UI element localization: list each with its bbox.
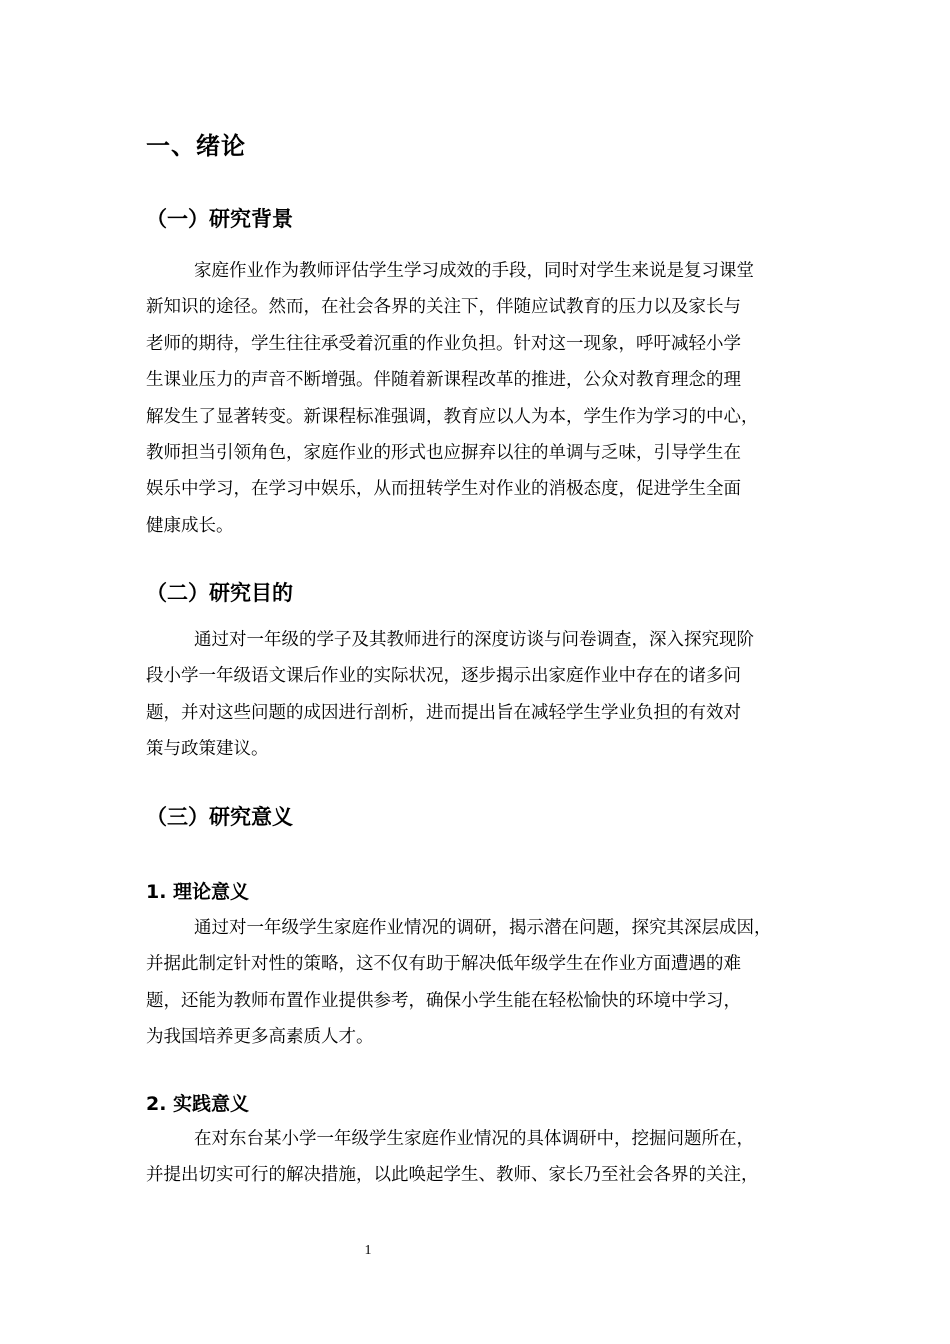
text-line: 老师的期待，学生往往承受着沉重的作业负担。针对这一现象，呼吁减轻小学 — [146, 333, 741, 354]
subsection-heading-theory: 1. 理论意义 — [146, 881, 250, 903]
text-line: 健康成长。 — [146, 515, 234, 536]
text-line: 题，还能为教师布置作业提供参考，确保小学生能在轻松愉快的环境中学习， — [146, 990, 741, 1011]
text-line: 策与政策建议。 — [146, 739, 269, 760]
text-line: 教师担当引领角色，家庭作业的形式也应摒弃以往的单调与乏味，引导学生在 — [146, 442, 741, 463]
text-line: 为我国培养更多高素质人才。 — [146, 1027, 374, 1048]
text-line: 段小学一年级语文课后作业的实际状况，逐步揭示出家庭作业中存在的诸多问 — [146, 666, 741, 687]
section-heading-purpose: （二）研究目的 — [146, 581, 293, 605]
text-line: 题，并对这些问题的成因进行剖析，进而提出旨在减轻学生学业负担的有效对 — [146, 702, 741, 723]
text-line: 家庭作业作为教师评估学生学习成效的手段，同时对学生来说是复习课堂 — [194, 261, 754, 281]
chapter-title: 一、绪论 — [146, 132, 246, 160]
text-line: 解发生了显著转变。新课程标准强调，教育应以人为本，学生作为学习的中心， — [146, 406, 759, 427]
text-line: 通过对一年级学生家庭作业情况的调研，揭示潜在问题，探究其深层成因， — [194, 918, 772, 938]
text-line: 通过对一年级的学子及其教师进行的深度访谈与问卷调查，深入探究现阶 — [194, 630, 754, 650]
text-line: 在对东台某小学一年级学生家庭作业情况的具体调研中，挖掘问题所在， — [194, 1129, 754, 1149]
text-line: 并据此制定针对性的策略，这不仅有助于解决低年级学生在作业方面遭遇的难 — [146, 954, 741, 975]
text-line: 生课业压力的声音不断增强。伴随着新课程改革的推进，公众对教育理念的理 — [146, 370, 741, 391]
paragraph-background — [146, 253, 818, 544]
paragraph-practice — [146, 1121, 818, 1194]
page-number: 1 — [364, 1243, 372, 1258]
subsection-heading-practice: 2. 实践意义 — [146, 1093, 250, 1115]
section-heading-background: （一）研究背景 — [146, 207, 293, 231]
text-line: 新知识的途径。然而，在社会各界的关注下，伴随应试教育的压力以及家长与 — [146, 297, 741, 318]
paragraph-theory — [146, 910, 818, 1056]
text-line: 并提出切实可行的解决措施，以此唤起学生、教师、家长乃至社会各界的关注， — [146, 1165, 759, 1186]
paragraph-purpose — [146, 622, 818, 768]
section-heading-significance: （三）研究意义 — [146, 805, 293, 829]
text-line: 娱乐中学习，在学习中娱乐，从而扭转学生对作业的消极态度，促进学生全面 — [146, 479, 741, 500]
